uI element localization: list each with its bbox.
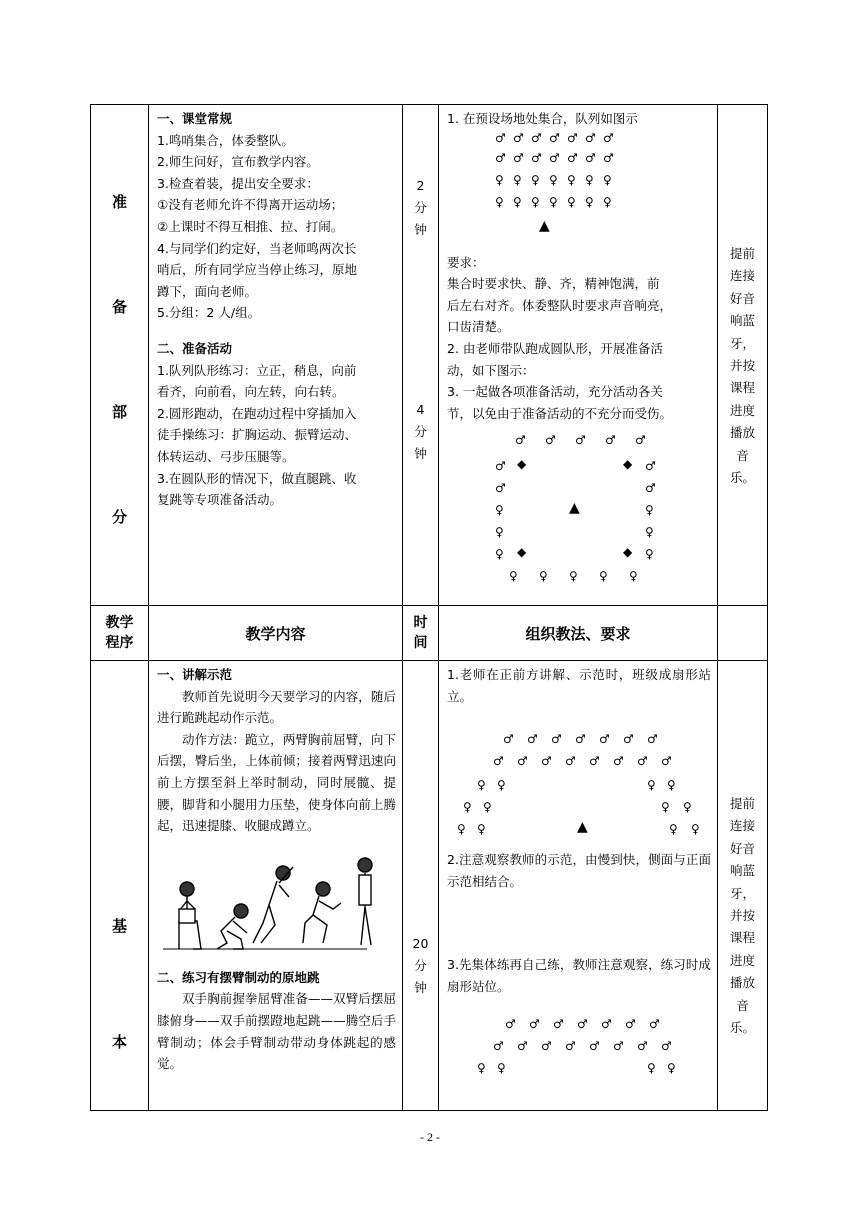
prep-char-2: 备	[111, 298, 127, 316]
male-student: ♂	[613, 1038, 624, 1053]
routine-line: 1.鸣哨集合，体委整队。	[157, 132, 294, 148]
female-student: ♀	[629, 569, 638, 584]
male-student: ♂	[603, 130, 614, 145]
figure-takeoff	[253, 866, 293, 943]
prep-content-cell	[149, 105, 403, 606]
marker-diamond: ◆	[517, 545, 527, 560]
male-student: ♂	[645, 481, 656, 496]
female-student: ♀	[645, 503, 654, 518]
female-student: ♀	[667, 778, 676, 793]
male-student: ♂	[661, 754, 672, 769]
assembly-instruction: 1. 在预设场地处集合，队列如图示	[447, 111, 638, 126]
female-student: ♀	[599, 569, 608, 584]
kneel-jump-figures	[157, 845, 393, 967]
marker-diamond: ◆	[623, 457, 633, 472]
female-student: ♀	[669, 822, 678, 837]
demo-heading: 一、讲解示范	[157, 667, 233, 682]
male-student: ♂	[529, 1016, 540, 1031]
male-student: ♂	[495, 481, 506, 496]
female-student: ♀	[645, 525, 654, 540]
basic-note-cell	[718, 661, 768, 1111]
female-student: ♀	[667, 1060, 676, 1075]
male-student: ♂	[585, 150, 596, 165]
practice-instruction: 3.先集体练再自己练，教师注意观察，练习时成扇形站位。	[447, 957, 711, 994]
male-student: ♂	[549, 150, 560, 165]
routine-line: 2.师生问好，宣布教学内容。	[157, 154, 319, 170]
female-student: ♀	[549, 172, 558, 187]
male-student: ♂	[567, 150, 578, 165]
header-blank	[718, 606, 768, 661]
warmup-heading: 二、准备活动	[157, 340, 233, 356]
routine-heading: 一、课堂常规	[157, 111, 233, 126]
prep-time-1: 2 分 钟	[414, 178, 427, 237]
male-student: ♂	[545, 433, 556, 448]
male-student: ♂	[565, 754, 576, 769]
female-student: ♀	[513, 172, 522, 187]
female-student: ♀	[567, 194, 576, 209]
male-student: ♂	[623, 732, 634, 747]
female-student: ♀	[483, 800, 492, 815]
swing-jump-heading: 二、练习有摆臂制动的原地跳	[157, 969, 320, 985]
routine-line: 5.分组：2 人/组。	[157, 305, 261, 321]
male-student: ♂	[513, 130, 524, 145]
female-student: ♀	[647, 1060, 656, 1075]
male-student: ♂	[531, 130, 542, 145]
male-student: ♂	[551, 732, 562, 747]
female-student: ♀	[509, 569, 518, 584]
male-student: ♂	[503, 732, 514, 747]
female-student: ♀	[569, 569, 578, 584]
basic-section-label	[91, 661, 149, 1111]
prep-char-4: 分	[111, 508, 127, 526]
warmup-line: 复跳等专项准备活动。	[157, 492, 283, 508]
male-student: ♂	[589, 1038, 600, 1053]
male-student: ♂	[495, 130, 506, 145]
female-student: ♀	[539, 569, 548, 584]
prep-char-3: 部	[111, 403, 127, 421]
basic-org-cell	[439, 661, 718, 1111]
male-student: ♂	[647, 732, 658, 747]
female-student: ♀	[495, 194, 504, 209]
female-student: ♀	[645, 547, 654, 562]
prep-time-cell	[403, 105, 439, 606]
female-student: ♀	[531, 172, 540, 187]
male-student: ♂	[599, 732, 610, 747]
routine-line: 3.检查着装，提出安全要求：	[157, 175, 319, 191]
male-student: ♂	[541, 754, 552, 769]
observe-instruction: 2.注意观察教师的示范，由慢到快，侧面与正面示范相结合。	[447, 852, 711, 889]
prep-time-2: 4 分 钟	[414, 402, 427, 461]
male-student: ♂	[565, 1038, 576, 1053]
male-student: ♂	[635, 433, 646, 448]
routine-line: 蹲下，面向老师。	[157, 283, 258, 299]
male-student: ♂	[505, 1016, 516, 1031]
female-student: ♀	[531, 194, 540, 209]
figure-landing	[303, 882, 341, 943]
fan-formation-diagram-1	[447, 707, 711, 849]
routine-line: ②上课时不得互相推、拉、打闹。	[157, 218, 344, 234]
header-program: 教学 程序	[91, 606, 149, 661]
female-student: ♀	[463, 800, 472, 815]
female-student: ♀	[683, 800, 692, 815]
prep-note: 提前 连接 好音 响蓝 牙， 并按 课程 进度 播放 音 乐。	[729, 246, 755, 486]
male-student: ♂	[577, 1016, 588, 1031]
female-student: ♀	[585, 194, 594, 209]
male-student: ♂	[649, 1016, 660, 1031]
warmup-line: 看齐，向前看，向左转，向右转。	[157, 384, 345, 400]
male-student: ♂	[601, 1016, 612, 1031]
female-student: ♀	[457, 822, 466, 837]
routine-line: 哨后，所有同学应当停止练习，原地	[157, 262, 358, 278]
male-student: ♂	[637, 754, 648, 769]
header-row	[91, 606, 768, 661]
prep-row	[91, 105, 768, 606]
male-student: ♂	[613, 754, 624, 769]
basic-note: 提前 连接 好音 响蓝 牙， 并按 课程 进度 播放 音 乐。	[729, 796, 755, 1036]
figure-stand	[358, 858, 372, 945]
fan-formation-diagram-2	[447, 998, 711, 1078]
routine-line: 4.与同学们约定好，当老师鸣两次长	[157, 240, 357, 256]
female-student: ♀	[567, 172, 576, 187]
female-student: ♀	[603, 172, 612, 187]
basic-time: 20 分 钟	[412, 936, 429, 995]
female-student: ♀	[691, 822, 700, 837]
male-student: ♂	[603, 150, 614, 165]
basic-time-cell	[403, 661, 439, 1111]
male-student: ♂	[541, 1038, 552, 1053]
prep-note-cell	[718, 105, 768, 606]
demo-method: 动作方法：跪立，两臂胸前屈臂，向下后摆，臀后坐，上体前倾；接着两臂迅速向前上方摆至斜上举时制动，同时展髋、提腰，脚背和小腿用力压垫，使身体向前上腾起，迅速提膝、收腿成蹲立。	[157, 731, 396, 834]
circle-formation-diagram	[447, 424, 711, 584]
male-student: ♂	[661, 1038, 672, 1053]
male-student: ♂	[517, 1038, 528, 1053]
male-student: ♂	[493, 1038, 504, 1053]
male-student: ♂	[553, 1016, 564, 1031]
requirement-line: 2. 由老师带队跑成圆队形，开展准备活	[447, 340, 663, 356]
figure-kneel	[179, 882, 201, 949]
teacher-marker: ▲	[569, 500, 580, 517]
female-student: ♀	[661, 800, 670, 815]
prep-char-1: 准	[111, 193, 127, 211]
female-student: ♀	[549, 194, 558, 209]
male-student: ♂	[549, 130, 560, 145]
male-student: ♂	[625, 1016, 636, 1031]
male-student: ♂	[589, 754, 600, 769]
prep-org-cell	[439, 105, 718, 606]
requirement-line: 后左右对齐。体委整队时要求声音响亮，	[447, 297, 673, 313]
female-student: ♀	[603, 194, 612, 209]
male-student: ♂	[645, 459, 656, 474]
requirement-line: 节，以免由于准备活动的不充分而受伤。	[447, 405, 673, 421]
male-student: ♂	[495, 150, 506, 165]
male-student: ♂	[527, 732, 538, 747]
marker-diamond: ◆	[517, 457, 527, 472]
demo-intro: 教师首先说明今天要学习的内容，随后进行跪跳起动作示范。	[157, 688, 396, 726]
basic-content-cell	[149, 661, 403, 1111]
male-student: ♂	[575, 732, 586, 747]
female-student: ♀	[495, 525, 504, 540]
swing-jump-method: 双手胸前握拳屈臂准备——双臂后摆屈膝俯身——双手前摆蹬地起跳——腾空后手臂制动；体会手臂制动带动身体跳起的感觉。	[157, 991, 396, 1072]
header-method: 组织教法、要求	[439, 606, 718, 661]
male-student: ♂	[531, 150, 542, 165]
requirement-line: 3. 一起做各项准备活动，充分活动各关	[447, 384, 663, 400]
warmup-line: 1.队列队形练习：立正，稍息，向前	[157, 362, 357, 378]
male-student: ♂	[517, 754, 528, 769]
male-student: ♂	[515, 433, 526, 448]
male-student: ♂	[493, 754, 504, 769]
male-student: ♂	[605, 433, 616, 448]
requirement-line: 集合时要求快、静、齐，精神饱满，前	[447, 276, 660, 292]
figure-crouch	[217, 904, 248, 949]
female-student: ♀	[497, 778, 506, 793]
kneel-jump-illustration	[157, 837, 396, 967]
routine-line: ①没有老师允许不得离开运动场；	[157, 197, 344, 213]
male-student: ♂	[637, 1038, 648, 1053]
male-student: ♂	[567, 130, 578, 145]
female-student: ♀	[585, 172, 594, 187]
female-student: ♀	[647, 778, 656, 793]
requirement-label: 要求：	[447, 254, 485, 270]
header-content: 教学内容	[149, 606, 403, 661]
basic-char-1: 基	[111, 917, 127, 935]
lesson-plan-table	[90, 104, 768, 1111]
basic-char-2: 本	[111, 1033, 127, 1051]
basic-row	[91, 661, 768, 1111]
warmup-line: 3.在圆队形的情况下，做直腿跳、收	[157, 470, 357, 486]
male-student: ♂	[495, 459, 506, 474]
warmup-line: 2.圆形跑动，在跑动过程中穿插加入	[157, 405, 357, 421]
female-student: ♀	[495, 547, 504, 562]
female-student: ♀	[495, 503, 504, 518]
female-student: ♀	[477, 778, 486, 793]
teacher-marker: ▲	[539, 217, 550, 234]
female-student: ♀	[497, 1060, 506, 1075]
requirement-line: 口齿清楚。	[447, 319, 510, 335]
requirement-line: 动，如下图示：	[447, 362, 535, 378]
female-student: ♀	[477, 822, 486, 837]
female-student: ♀	[477, 1060, 486, 1075]
male-student: ♂	[585, 130, 596, 145]
header-time: 时 间	[403, 606, 439, 661]
male-student: ♂	[513, 150, 524, 165]
female-student: ♀	[513, 194, 522, 209]
prep-section-label	[91, 105, 149, 606]
marker-diamond: ◆	[623, 545, 633, 560]
male-student: ♂	[575, 433, 586, 448]
teacher-marker: ▲	[577, 819, 588, 836]
assembly-formation-diagram	[447, 130, 711, 252]
page-number: - 2 -	[420, 1130, 440, 1144]
warmup-line: 徒手操练习：扩胸运动、振臂运动、	[157, 427, 358, 443]
warmup-line: 体转运动、弓步压腿等。	[157, 448, 295, 464]
female-student: ♀	[495, 172, 504, 187]
demo-formation-instruction: 1.老师在正前方讲解、示范时，班级成扇形站立。	[447, 667, 711, 704]
